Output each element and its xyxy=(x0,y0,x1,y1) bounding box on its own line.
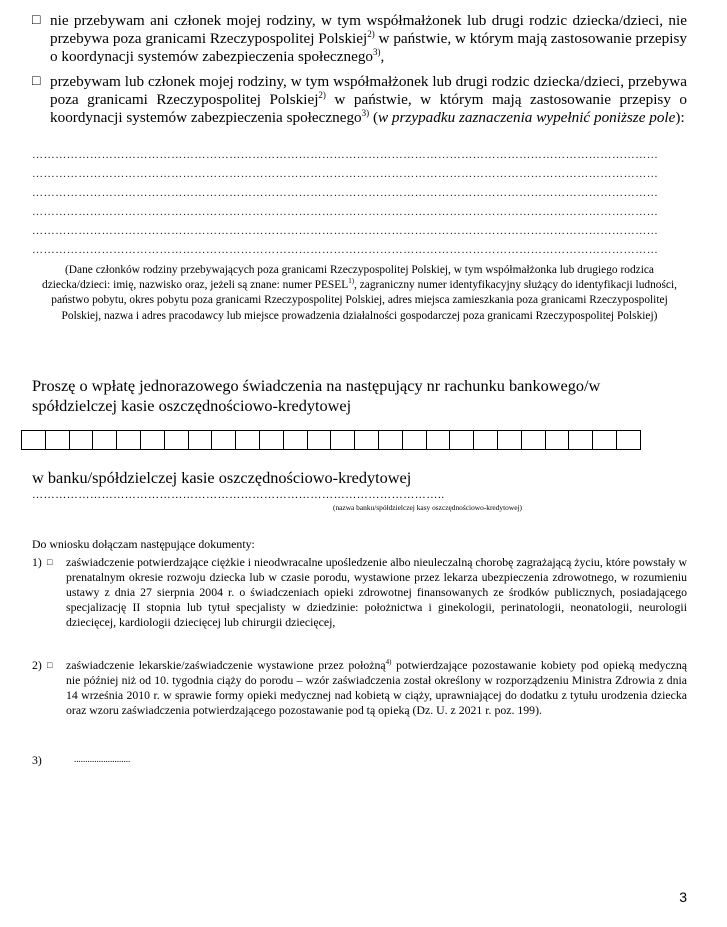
account-digit-box[interactable] xyxy=(568,430,593,450)
page-number: 3 xyxy=(679,889,687,905)
account-digit-box[interactable] xyxy=(211,430,236,450)
account-digit-box[interactable] xyxy=(616,430,641,450)
attachment-checkbox-1[interactable]: □ xyxy=(47,557,53,567)
bank-label: w banku/spółdzielczej kasie oszczędnościowo-kredytowej xyxy=(32,468,412,487)
option-abroad-text: przebywam lub członek mojej rodziny, w tym współmałżonek lub drugi rodzic dziecka/dzieci, przebywa poza granicami Rzeczypospolitej Polskiej$^{2)}$ w państwie, w którym mają zastosowanie przepisy o koordynacji systemów zabezpieczenia społecznego$^{3)}$ (w przypadku zaznaczenia wypełnić poniższe pole): xyxy=(50,73,687,126)
attachment-field-3[interactable]: ......................... xyxy=(74,754,131,764)
account-digit-box[interactable] xyxy=(545,430,570,450)
option-abroad xyxy=(32,73,687,127)
account-digit-box[interactable] xyxy=(45,430,70,450)
account-digit-box[interactable] xyxy=(235,430,260,450)
account-digit-box[interactable] xyxy=(259,430,284,450)
attachment-item-1 xyxy=(32,555,687,630)
bank-name-field[interactable]: …………………………………………………………………………………………….. xyxy=(32,489,445,501)
account-digit-box[interactable] xyxy=(378,430,403,450)
item-number: 3) xyxy=(32,753,42,767)
account-digit-box[interactable] xyxy=(426,430,451,450)
account-digit-box[interactable] xyxy=(283,430,308,450)
attachment-checkbox-2[interactable]: □ xyxy=(47,660,53,670)
account-digit-box[interactable] xyxy=(92,430,117,450)
payment-request-text: Proszę o wpłatę jednorazowego świadczenia na następujący nr rachunku bankowego/w spółdzielczej kasie oszczędnościowo-kredytowej xyxy=(32,376,601,415)
account-digit-box[interactable] xyxy=(307,430,332,450)
account-digit-box[interactable] xyxy=(402,430,427,450)
account-digit-box[interactable] xyxy=(116,430,141,450)
account-digit-box[interactable] xyxy=(21,430,46,450)
account-digit-box[interactable] xyxy=(497,430,522,450)
attachments-intro: Do wniosku dołączam następujące dokumenty: xyxy=(32,537,255,551)
family-data-line-2[interactable]: ……………………………………………………………………………………………………………………………………………… xyxy=(32,169,659,179)
bank-name-caption: (nazwa banku/spółdzielczej kasy oszczędnościowo-kredytowej) xyxy=(332,503,522,512)
account-digit-box[interactable] xyxy=(521,430,546,450)
account-number-field[interactable] xyxy=(22,430,641,450)
account-digit-box[interactable] xyxy=(592,430,617,450)
account-digit-box[interactable] xyxy=(164,430,189,450)
option-not-abroad-text: nie przebywam ani członek mojej rodziny, w tym współmałżonek lub drugi rodzic dziecka/dzieci, nie przebywa poza granicami Rzeczypospolitej Polskiej$^{2)}$ w państwie, w którym mają zastosowanie przepisy o koordynacji systemów zabezpieczenia społecznego$^{3)}$, xyxy=(50,12,687,65)
family-data-line-3[interactable]: ……………………………………………………………………………………………………………………………………………… xyxy=(32,188,659,198)
account-digit-box[interactable] xyxy=(330,430,355,450)
attachment-text-2: zaświadczenie lekarskie/zaświadczenie wystawione przez położną$^{4)}$ potwierdzające pozostawanie kobiety pod opieką medyczną nie później niż od 10. tygodnia ciąży do porodu – wzór zaświadczenia został określony w rozporządzeniu Ministra Zdrowia z dnia 14 września 2010 r. w sprawie formy opieki medycznej nad kobietą w ciąży, uprawniającej do dodatku z tytułu urodzenia dziecka oraz wzoru zaświadczenia potwierdzającego pozostawanie pod tą opieką (Dz. U. z 2021 r. poz. 199). xyxy=(66,658,687,718)
account-digit-box[interactable] xyxy=(69,430,94,450)
attachment-item-2 xyxy=(32,658,687,718)
item-number: 1) xyxy=(32,555,42,569)
family-data-instructions: (Dane członków rodziny przebywających poza granicami Rzeczypospolitej Polskiej, w tym współmałżonka lub drugiego rodzica dziecka/dzieci: imię, nazwisko oraz, jeżeli są znane: numer PESEL$^{1)}$, zagraniczny numer identyfikacyjny służący do identyfikacji ludności, państwo pobytu, okres pobytu poza granicami Rzeczypospolitej Polskiej, adres miejsca zamieszkania poza granicami Rzeczypospolitej Polskiej, nazwa i adres pracodawcy lub miejsce prowadzenia działalności gospodarczej poza granicami Rzeczypospolitej Polskiej) xyxy=(42,264,677,322)
account-digit-box[interactable] xyxy=(473,430,498,450)
family-data-line-5[interactable]: ……………………………………………………………………………………………………………………………………………… xyxy=(32,226,659,236)
family-data-line-4[interactable]: ……………………………………………………………………………………………………………………………………………… xyxy=(32,207,659,217)
checkbox-not-abroad[interactable]: □ xyxy=(32,13,41,28)
family-data-line-1[interactable]: ……………………………………………………………………………………………………………………………………………… xyxy=(32,150,659,160)
item-number: 2) xyxy=(32,658,42,672)
account-digit-box[interactable] xyxy=(449,430,474,450)
family-data-line-6[interactable]: ……………………………………………………………………………………………………………………………………………… xyxy=(32,245,659,255)
account-digit-box[interactable] xyxy=(140,430,165,450)
account-digit-box[interactable] xyxy=(188,430,213,450)
option-not-abroad xyxy=(32,12,687,66)
attachment-text-1: zaświadczenie potwierdzające ciężkie i nieodwracalne upośledzenie albo nieuleczalną chorobę zagrażającą życiu, które powstały w prenatalnym okresie rozwoju dziecka lub w czasie porodu, wystawione przez lekarza ubezpieczenia zdrowotnego, w rozumieniu ustawy z dnia 27 sierpnia 2004 r. o świadczeniach opieki zdrowotnej finansowanych ze środków publicznych, posiadającego specjalizację II stopnia lub tytuł specjalisty w dziedzinie: położnictwa i ginekologii, perinatologii, neonatologii, neurologii dziecięcej, kardiologii dziecięcej lub chirurgii dziecięcej, xyxy=(66,555,687,630)
checkbox-abroad[interactable]: □ xyxy=(32,74,41,89)
account-digit-box[interactable] xyxy=(354,430,379,450)
